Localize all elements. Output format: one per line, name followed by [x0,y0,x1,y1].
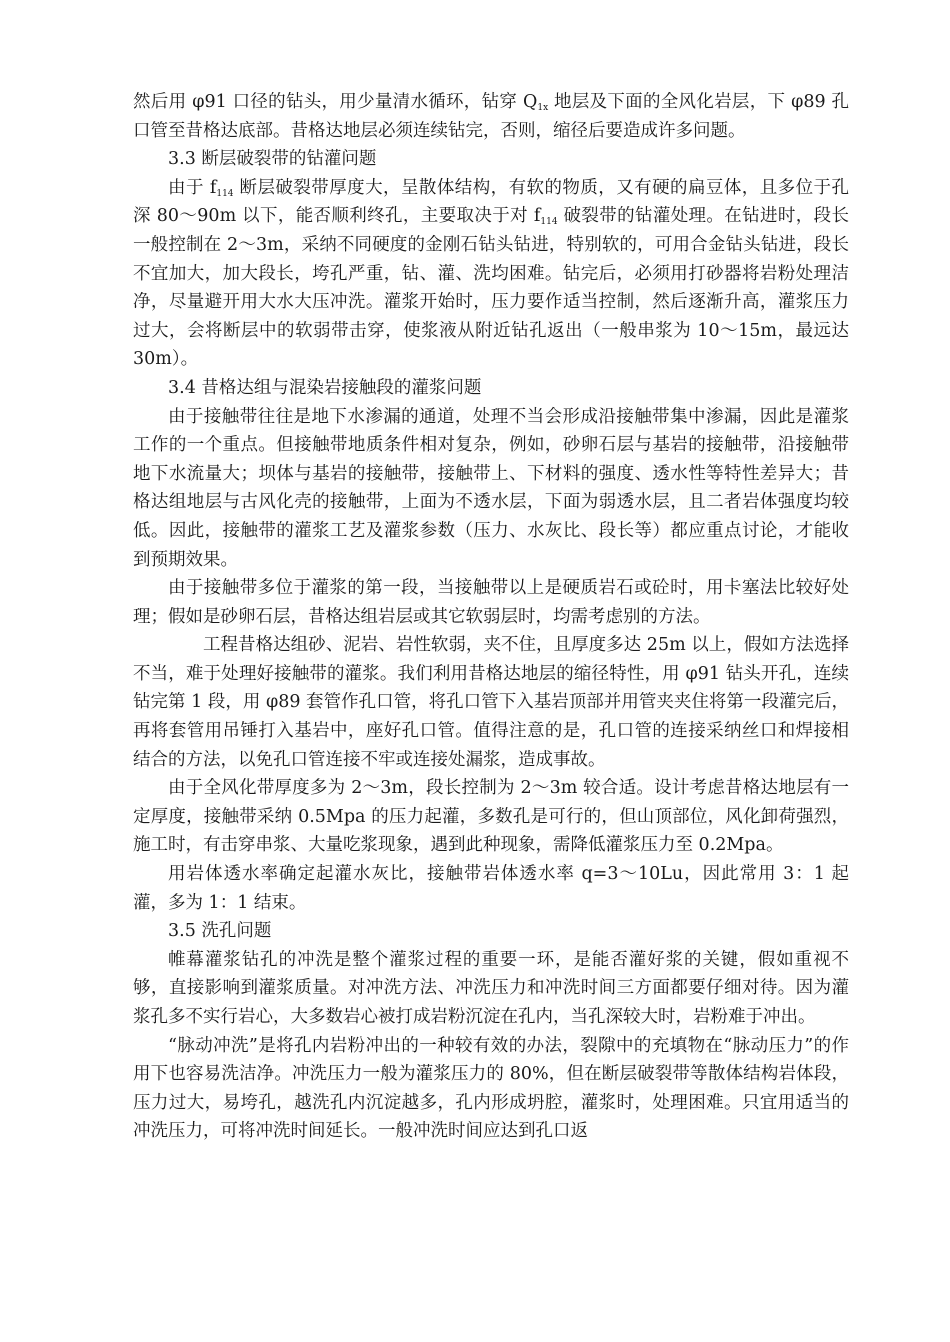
body-text: 帷幕灌浆钻孔的冲洗是整个灌浆过程的重要一环，是能否灌好浆的关键，假如重视不够，直接影响到灌浆质量。对冲洗方法、冲洗压力和冲洗时间三方面都要仔细对待。因为灌浆孔多不实行岩心，大多数岩心被打成岩粉沉淀在孔内，当孔深较大时，岩粉难于冲出。 [133,949,849,1027]
body-text: 然后用 φ91 口径的钻头，用少量清水循环，钻穿 Q [133,92,538,112]
paragraph-hole-flushing [133,946,849,1032]
subscript-text: 1x [537,103,549,113]
paragraph-project-method [133,631,849,774]
section-heading-3-5 [133,917,849,946]
body-text: 破裂带的钻灌处理。在钻进时，段长一般控制在 2～3m，采纳不同硬度的金刚石钻头钻进，特别软的，可用合金钻头钻进，段长不宜加大，加大段长，垮孔严重，钻、灌、洗均困难。钻完后，必须用打砂器将岩粉处理洁净，尽量避开用大水大压冲洗。灌浆开始时，压力要作适当控制，然后逐渐升高，灌浆压力过大，会将断层中的软弱带击穿，使浆液从附近钻孔返出（一般串浆为 10～15m，最远达 30m）。 [133,206,855,370]
paragraph-contact-zone [133,403,849,575]
subscript-text: 114 [216,188,234,199]
body-text: 3.4 昔格达组与混染岩接触段的灌浆问题 [168,377,482,398]
body-text: 由于全风化带厚度多为 2～3m，段长控制为 2～3m 较合适。设计考虑昔格达地层有一定厚度，接触带采纳 0.5Mpa 的压力起灌，多数孔是可行的，但山顶部位，风化卸荷强烈，施工时，有击穿串浆、大量吃浆现象，遇到此种现象，需降低灌浆压力至 0.2Mpa。 [133,778,849,856]
section-heading-3-4 [133,374,849,403]
section-heading-3-3 [133,145,849,174]
body-text: 用岩体透水率确定起灌水灰比，接触带岩体透水率 q=3～10Lu，因此常用 3：1 起灌，多为 1：1 结束。 [133,864,849,913]
paragraph-water-cement-ratio [133,860,849,917]
paragraph-first-section [133,574,849,631]
paragraph-weathered-zone [133,774,849,860]
body-text: 3.3 断层破裂带的钻灌问题 [168,149,377,170]
body-text: 工程昔格达组砂、泥岩、岩性软弱，夹不住，且厚度多达 25m 以上，假如方法选择不当，难于处理好接触带的灌浆。我们利用昔格达地层的缩径特性，用 φ91 钻头开孔，连续钻完第 1 段，用 φ89 套管作孔口管，将孔口管下入基岩顶部并用管夹夹住将第一段灌完后，再将套管用吊锤打入基岩中，座好孔口管。值得注意的是，孔口管的连接采纳丝口和焊接相结合的方法，以免孔口管连接不牢或连接处漏浆，造成事故。 [133,635,849,770]
body-text: “脉动冲洗”是将孔内岩粉冲出的一种较有效的办法，裂隙中的充填物在“脉动压力”的作用下也容易洗洁净。冲洗压力一般为灌浆压力的 80%，但在断层破裂带等散体结构岩体段，压力过大，易垮孔，越洗孔内沉淀越多，孔内形成坍腔，灌浆时，处理困难。只宜用适当的冲洗压力，可将冲洗时间延长。一般冲洗时间应达到孔口返 [133,1035,849,1142]
paragraph-pulse-flushing [133,1032,849,1146]
body-text: 3.5 洗孔问题 [168,921,272,942]
body-text: 断层破裂带厚度大，呈散体结构，有软的物质，又有硬的扁豆体，且多位于孔深 80～90m 以下，能否顺利终孔，主要取决于对 f [133,177,849,227]
subscript-text: 114 [540,217,558,228]
body-text: 由于 f [168,177,217,198]
body-text: 地层及下面的全风化岩层，下 φ89 孔口管至昔格达底部。昔格达地层必须连续钻完，否则，缩径后要造成许多问题。 [133,92,849,141]
paragraph-continuation [133,88,849,145]
paragraph-fault-zone [133,174,855,374]
body-text: 由于接触带多位于灌浆的第一段，当接触带以上是硬质岩石或砼时，用卡塞法比较好处理；假如是砂卵石层，昔格达组岩层或其它软弱层时，均需考虑别的方法。 [133,578,849,627]
body-text: 由于接触带往往是地下水渗漏的通道，处理不当会形成沿接触带集中渗漏，因此是灌浆工作的一个重点。但接触带地质条件相对复杂，例如，砂卵石层与基岩的接触带，沿接触带地下水流量大；坝体与基岩的接触带，接触带上、下材料的强度、透水性等特性差异大；昔格达组地层与古风化壳的接触带，上面为不透水层，下面为弱透水层，且二者岩体强度均较低。因此，接触带的灌浆工艺及灌浆参数（压力、水灰比、段长等）都应重点讨论，才能收到预期效果。 [133,406,849,570]
document-page [133,88,855,1146]
